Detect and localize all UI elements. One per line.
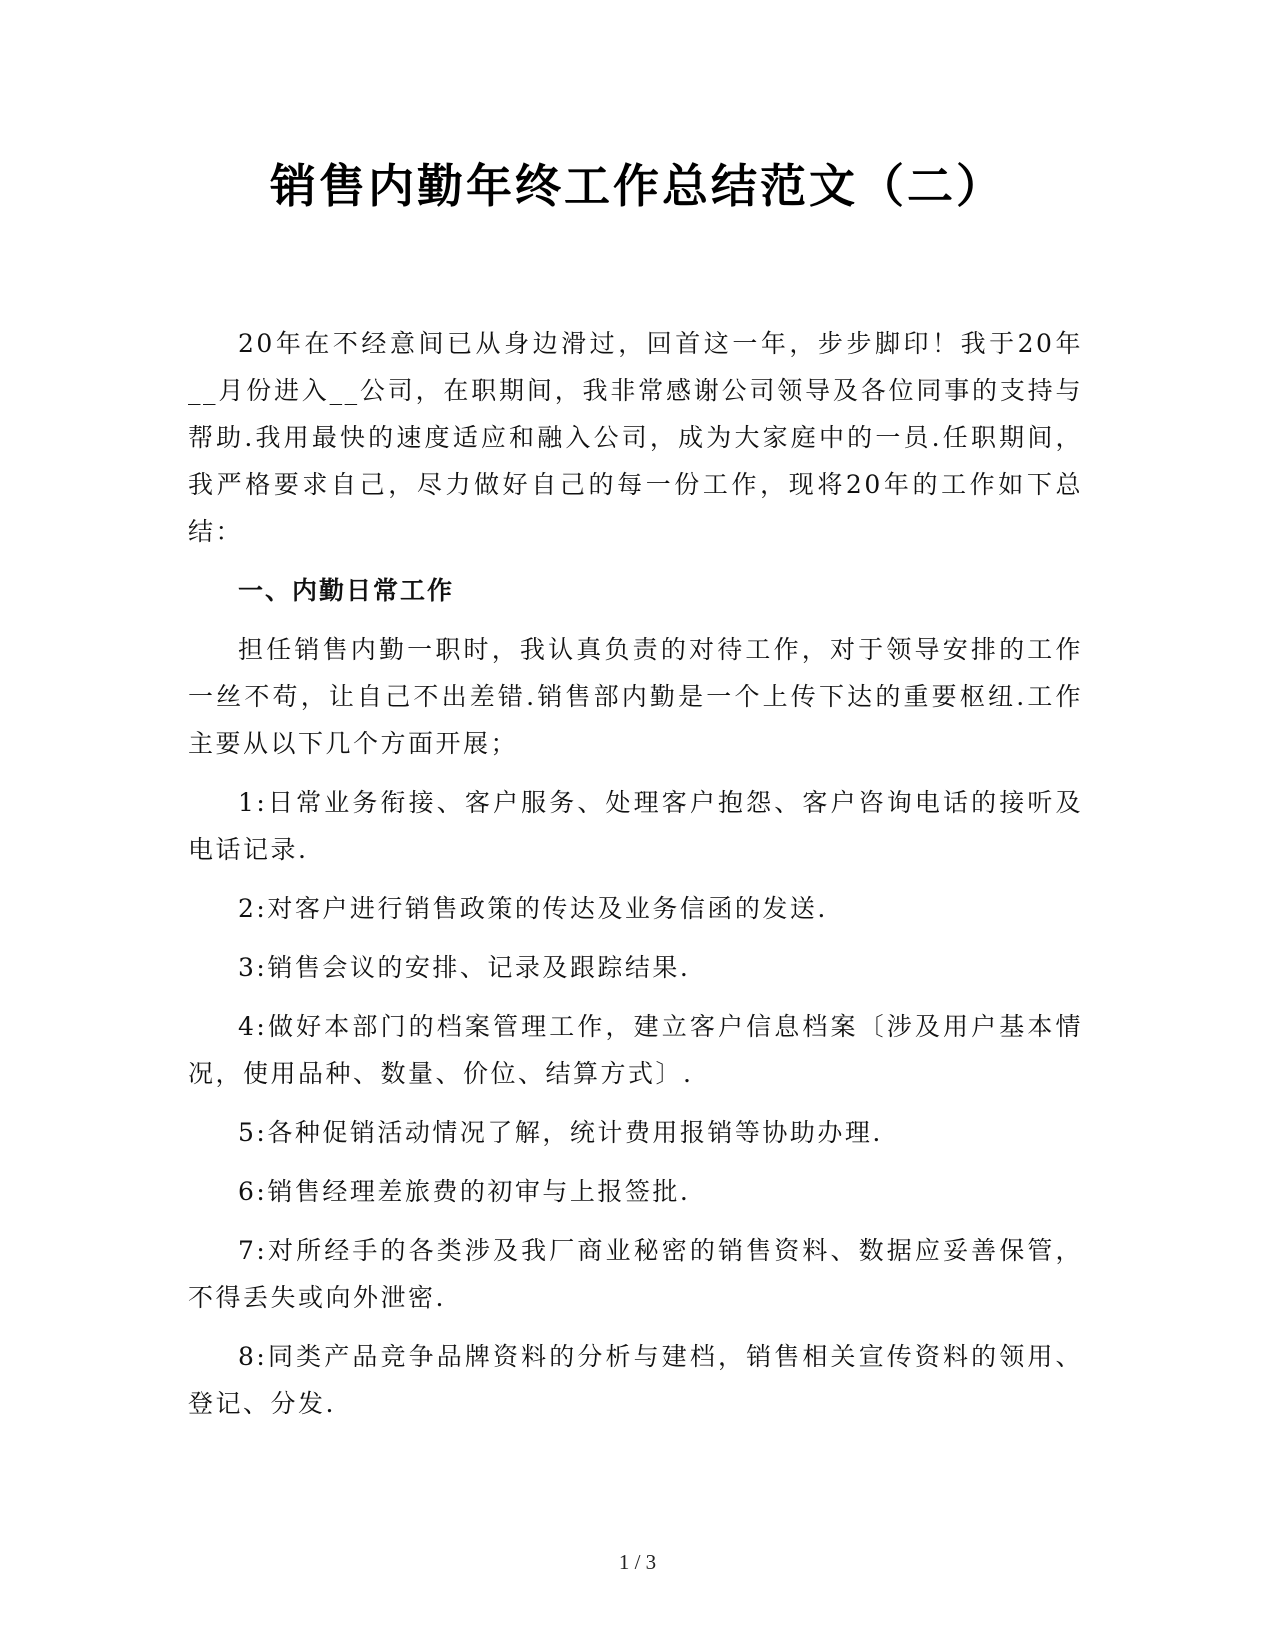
section-heading: 一、内勤日常工作 xyxy=(238,576,455,605)
document-title: 销售内勤年终工作总结范文（二） xyxy=(270,159,1005,213)
list-item-1: 1:日常业务衔接、客户服务、处理客户抱怨、客户咨询电话的接听及电话记录. xyxy=(188,788,1083,864)
document-body xyxy=(188,320,1083,1439)
list-item-8: 8:同类产品竞争品牌资料的分析与建档，销售相关宣传资料的领用、登记、分发. xyxy=(188,1342,1083,1418)
section-paragraph: 担任销售内勤一职时，我认真负责的对待工作，对于领导安排的工作一丝不苟，让自己不出差错.销售部内勤是一个上传下达的重要枢纽.工作主要从以下几个方面开展； xyxy=(188,635,1083,758)
list-item-4: 4:做好本部门的档案管理工作，建立客户信息档案〔涉及用户基本情况，使用品种、数量、价位、结算方式〕. xyxy=(188,1012,1083,1088)
list-item-6: 6:销售经理差旅费的初审与上报签批. xyxy=(238,1177,691,1206)
list-item-2: 2:对客户进行销售政策的传达及业务信函的发送. xyxy=(238,894,828,923)
page-number: 1 / 3 xyxy=(618,1550,657,1574)
list-item-5: 5:各种促销活动情况了解，统计费用报销等协助办理. xyxy=(238,1118,883,1147)
list-item-3: 3:销售会议的安排、记录及跟踪结果. xyxy=(238,953,691,982)
intro-paragraph: 20年在不经意间已从身边滑过，回首这一年，步步脚印！我于20年__月份进入__公司，在职期间，我非常感谢公司领导及各位同事的支持与帮助.我用最快的速度适应和融入公司，成为大家庭中的一员.任职期间，我严格要求自己，尽力做好自己的每一份工作，现将20年的工作如下总结： xyxy=(188,329,1083,546)
list-item-7: 7:对所经手的各类涉及我厂商业秘密的销售资料、数据应妥善保管，不得丢失或向外泄密. xyxy=(188,1236,1083,1312)
